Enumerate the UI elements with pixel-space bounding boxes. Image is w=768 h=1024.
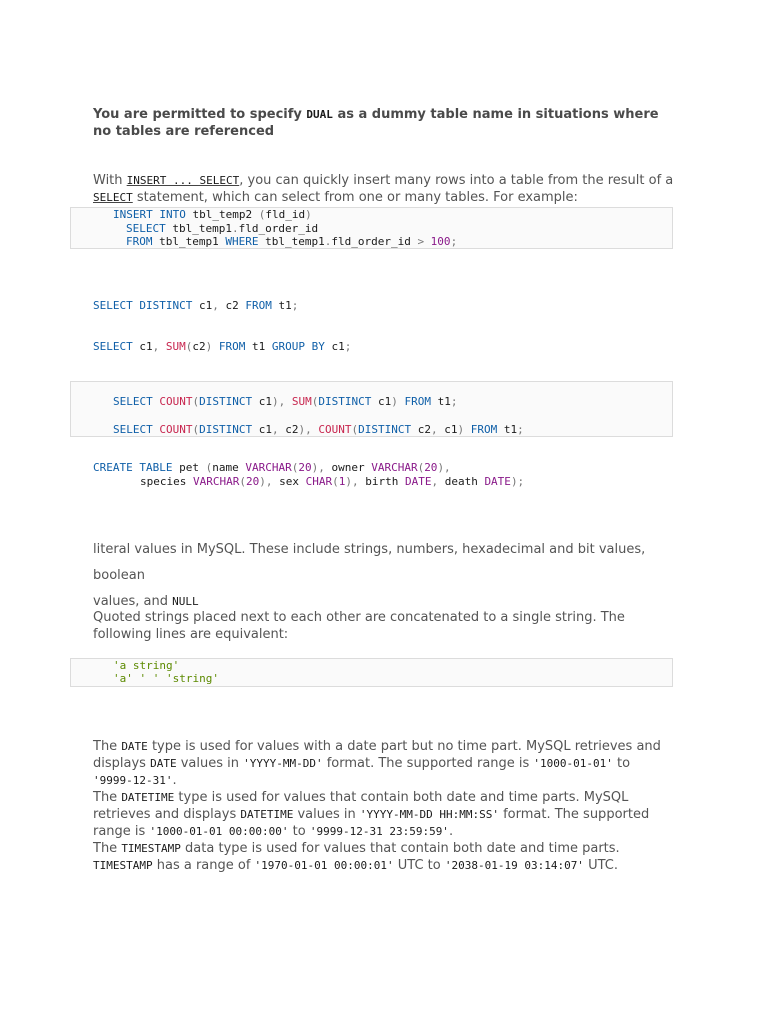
keyword: SELECT <box>113 423 153 436</box>
identifier: fld_order_id <box>238 222 319 235</box>
timestamp-code: TIMESTAMP <box>121 842 181 855</box>
text: With <box>93 173 127 188</box>
text: UTC to <box>393 858 445 873</box>
identifier: species <box>140 475 193 488</box>
punct: ; <box>450 395 458 408</box>
punct: ; <box>344 340 352 353</box>
keyword: SELECT <box>113 395 153 408</box>
keyword: WHERE <box>225 235 259 248</box>
text: type is used for values with a date part but no time part. MySQL retrieves and displays <box>93 739 661 771</box>
punct: ( <box>417 461 425 474</box>
range-code: '9999-12-31' <box>93 774 173 787</box>
quoted-strings-paragraph <box>93 609 678 643</box>
punct: ( <box>332 475 339 488</box>
text: , you can quickly insert many rows into a table from the result of a <box>239 173 674 188</box>
code-create-table-line2 <box>140 475 524 488</box>
punct: , <box>431 475 439 488</box>
text: has a range of <box>152 858 255 873</box>
identifier: fld_order_id <box>331 235 418 248</box>
keyword: CREATE TABLE <box>93 461 173 474</box>
dual-heading <box>93 106 678 140</box>
code-block-insert <box>70 207 673 249</box>
punct: ( <box>291 461 299 474</box>
identifier: t1 <box>245 340 272 353</box>
type: DATE <box>484 475 511 488</box>
punct: > <box>417 235 425 248</box>
number: 1 <box>338 475 346 488</box>
string-literal: 'string' <box>166 672 219 685</box>
number: 100 <box>424 235 451 248</box>
datetime-code: DATETIME <box>240 808 294 821</box>
identifier: death <box>438 475 485 488</box>
range-code: '1970-01-01 00:00:01' <box>254 859 394 872</box>
keyword: SELECT DISTINCT <box>93 299 193 312</box>
punct: . <box>231 222 239 235</box>
range-code: '9999-12-31 23:59:59' <box>309 825 449 838</box>
identifier: c2 <box>218 299 246 312</box>
function: SUM <box>285 395 312 408</box>
identifier: c1 <box>252 395 272 408</box>
keyword: FROM <box>212 340 246 353</box>
code-line <box>113 395 457 408</box>
punct: ), <box>437 461 451 474</box>
punct: . <box>324 235 332 248</box>
type: DATE <box>404 475 432 488</box>
identifier: tbl_temp1 <box>258 235 325 248</box>
punct: ; <box>450 235 458 248</box>
keyword: FROM <box>126 235 153 248</box>
punct: ( <box>205 461 213 474</box>
identifier: c1 <box>324 340 345 353</box>
type: CHAR <box>305 475 333 488</box>
punct: , <box>430 423 438 436</box>
function: COUNT <box>311 423 352 436</box>
timestamp-code: TIMESTAMP <box>93 859 153 872</box>
identifier: owner <box>324 461 372 474</box>
function: COUNT <box>152 423 193 436</box>
identifier: tbl_temp1 <box>152 235 226 248</box>
code-line <box>113 423 524 436</box>
identifier: c1 <box>132 340 153 353</box>
punct: , <box>271 423 279 436</box>
text: values in <box>293 807 360 822</box>
identifier: t1 <box>271 299 292 312</box>
identifier: t1 <box>497 423 518 436</box>
keyword: DISTINCT <box>199 423 253 436</box>
identifier: c2 <box>192 340 206 353</box>
type: VARCHAR <box>192 475 240 488</box>
identifier: c1 <box>437 423 458 436</box>
keyword: DISTINCT <box>358 423 412 436</box>
punct: , <box>212 299 219 312</box>
text: The <box>93 841 122 856</box>
code-block-count <box>70 381 673 437</box>
identifier: name <box>212 461 246 474</box>
identifier: birth <box>358 475 405 488</box>
keyword: GROUP BY <box>271 340 325 353</box>
identifier: c1 <box>192 299 213 312</box>
identifier: c1 <box>252 423 272 436</box>
function: COUNT <box>152 395 193 408</box>
punct: ) <box>205 340 213 353</box>
punct: ); <box>510 475 525 488</box>
punct: ( <box>185 340 193 353</box>
identifier: c2 <box>411 423 431 436</box>
dual-code: DUAL <box>306 108 333 121</box>
keyword: FROM <box>245 299 272 312</box>
identifier: sex <box>272 475 306 488</box>
code-block-strings <box>70 658 673 687</box>
punct: ( <box>192 423 200 436</box>
text: . <box>448 824 454 839</box>
text: to <box>288 824 310 839</box>
code-line <box>126 222 318 235</box>
identifier: tbl_temp1 <box>165 222 232 235</box>
identifier: fld_id <box>265 208 306 221</box>
text: data type is used for values that contain both date and time parts. <box>180 841 620 856</box>
range-code: '2038-01-19 03:14:07' <box>444 859 584 872</box>
punct: ) <box>457 423 465 436</box>
code-line <box>113 208 312 221</box>
text: type is used for values that contain both date and time parts. MySQL retrieves and displays <box>93 790 629 822</box>
punct: ) <box>391 395 398 408</box>
text: Quoted strings placed next to each other are concatenated to a single string. The following lines are equivalent: <box>93 610 625 642</box>
punct: ( <box>192 395 200 408</box>
keyword: DISTINCT <box>199 395 253 408</box>
punct: ), <box>298 423 312 436</box>
punct: ) <box>305 208 312 221</box>
text: literal values in MySQL. These include strings, numbers, hexadecimal and bit values, boolean <box>93 542 646 583</box>
punct: ), <box>259 475 273 488</box>
type: VARCHAR <box>371 461 418 474</box>
keyword: FROM <box>397 395 431 408</box>
identifier: c1 <box>371 395 392 408</box>
code-line <box>113 659 179 672</box>
text: to <box>612 756 631 771</box>
code-line <box>126 235 457 248</box>
punct: ( <box>351 423 359 436</box>
insert-select-link[interactable]: INSERT ... SELECT <box>126 174 240 187</box>
keyword: DISTINCT <box>318 395 372 408</box>
text: The <box>93 739 122 754</box>
punct: ( <box>239 475 246 488</box>
range-code: '1000-01-01 00:00:00' <box>149 825 289 838</box>
text: format. The supported range is <box>93 807 650 839</box>
string-literal: ' ' <box>132 672 166 685</box>
text: UTC. <box>583 858 618 873</box>
text: values in <box>176 756 244 771</box>
insert-select-paragraph <box>93 172 678 206</box>
function: SUM <box>159 340 186 353</box>
punct: ; <box>291 299 299 312</box>
datetime-code: DATETIME <box>121 791 175 804</box>
punct: , <box>152 340 160 353</box>
keyword: SELECT <box>93 340 133 353</box>
identifier: pet <box>172 461 206 474</box>
null-code: NULL <box>172 595 199 608</box>
text: . <box>172 773 177 788</box>
keyword: INSERT INTO <box>113 208 186 221</box>
range-code: '1000-01-01' <box>533 757 613 770</box>
punct: ( <box>258 208 266 221</box>
number: 20 <box>298 461 312 474</box>
code-select-distinct <box>93 299 298 312</box>
code-line <box>113 672 219 685</box>
format-code: 'YYYY-MM-DD HH:MM:SS' <box>359 808 499 821</box>
identifier: t1 <box>430 395 451 408</box>
text: The <box>93 790 122 805</box>
type: VARCHAR <box>245 461 292 474</box>
identifier: c2 <box>278 423 299 436</box>
text: statement, which can select from one or many tables. For example: <box>132 190 578 205</box>
heading-text-rest: as a dummy table name in situations where no tables are referenced <box>93 107 659 139</box>
keyword: SELECT <box>126 222 166 235</box>
code-create-table-line1 <box>93 461 451 474</box>
text: format. The supported range is <box>322 756 534 771</box>
number: 20 <box>424 461 438 474</box>
date-types-paragraph <box>93 738 673 874</box>
string-literal: 'a string' <box>113 659 180 672</box>
format-code: 'YYYY-MM-DD' <box>243 757 323 770</box>
identifier: tbl_temp2 <box>185 208 259 221</box>
date-code: DATE <box>121 740 148 753</box>
code-select-sum <box>93 340 351 353</box>
punct: ( <box>311 395 319 408</box>
punct: ), <box>311 461 325 474</box>
literal-values-paragraph <box>93 537 678 615</box>
text: values, and <box>93 594 173 609</box>
heading-text: You are permitted to specify <box>93 107 307 122</box>
string-literal: 'a' <box>113 672 133 685</box>
punct: ), <box>345 475 359 488</box>
number: 20 <box>245 475 260 488</box>
keyword: FROM <box>464 423 498 436</box>
date-code: DATE <box>150 757 177 770</box>
select-link[interactable]: SELECT <box>93 191 133 204</box>
punct: ; <box>517 423 524 436</box>
punct: ), <box>271 395 286 408</box>
